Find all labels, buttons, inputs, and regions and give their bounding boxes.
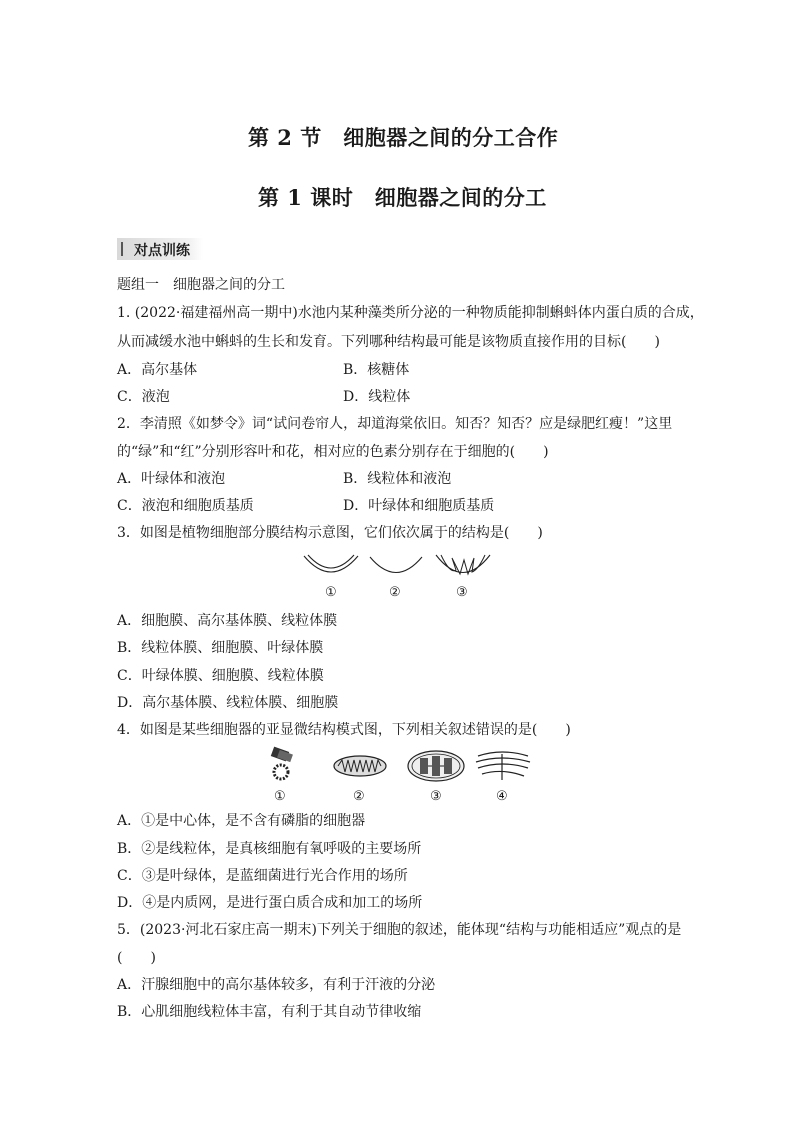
q3-option-d: D．高尔基体膜、线粒体膜、细胞膜 [117, 695, 339, 711]
q3-label-2: ② [389, 585, 401, 600]
q4-label-3: ③ [430, 789, 442, 804]
q1-line-1: 1. (2022·福建福州高一期中)水池内某种藻类所分泌的一种物质能抑制蝌蚪体内蛋白质的合成， [117, 305, 704, 321]
endoplasmic-reticulum-icon [476, 752, 530, 780]
q2-option-b: B．线粒体和液泡 [343, 471, 452, 487]
mitochondrion-icon [334, 756, 386, 776]
centrosome-icon [271, 747, 293, 779]
q4-label-2: ② [353, 789, 365, 804]
q3-line-1: 3．如图是植物细胞部分膜结构示意图，它们依次属于的结构是( ) [117, 525, 543, 541]
q5-line-1: 5．(2023·河北石家庄高一期末)下列关于细胞的叙述，能体现“结构与功能相适应”观点的是 [117, 922, 682, 938]
q1-line-2: 从而减缓水池中蝌蚪的生长和发育。下列哪种结构最可能是该物质直接作用的目标( ) [117, 334, 660, 350]
group-heading: 题组一 细胞器之间的分工 [117, 277, 285, 293]
q4-option-c: C．③是叶绿体，是蓝细菌进行光合作用的场所 [117, 868, 408, 884]
q4-label-4: ④ [496, 789, 508, 804]
q5-line-2: ( ) [117, 950, 156, 966]
q4-option-a: A．①是中心体，是不含有磷脂的细胞器 [117, 813, 366, 829]
section-title: 第 2 节 细胞器之间的分工合作 [248, 125, 559, 150]
q2-option-c: C．液泡和细胞质基质 [117, 498, 254, 514]
q4-label-1: ① [274, 789, 286, 804]
practice-badge [117, 238, 203, 260]
q3-label-1: ① [325, 585, 337, 600]
badge-bar [121, 242, 123, 256]
q4-option-d: D．④是内质网，是进行蛋白质合成和加工的场所 [117, 895, 423, 911]
q2-line-1: 2．李清照《如梦令》词“试问卷帘人，却道海棠依旧。知否？知否？应是绿肥红瘦！”这里 [117, 416, 673, 432]
q4-line-1: 4．如图是某些细胞器的亚显微结构模式图，下列相关叙述错误的是( ) [117, 722, 571, 738]
q5-option-b: B．心肌细胞线粒体丰富，有利于其自动节律收缩 [117, 1004, 422, 1020]
q2-option-d: D．叶绿体和细胞质基质 [343, 498, 495, 514]
q1-option-d: D．线粒体 [343, 389, 411, 405]
lesson-title: 第 1 课时 细胞器之间的分工 [258, 185, 547, 210]
q2-line-2: 的“绿”和“红”分别形容叶和花，相对应的色素分别存在于细胞的( ) [117, 444, 549, 460]
q1-option-c: C．液泡 [117, 389, 170, 405]
q1-option-a: A．高尔基体 [117, 362, 198, 378]
q3-option-b: B．线粒体膜、细胞膜、叶绿体膜 [117, 640, 324, 656]
q5-option-a: A．汗腺细胞中的高尔基体较多，有利于汗液的分泌 [117, 977, 436, 993]
q3-figure [300, 552, 500, 584]
q2-option-a: A．叶绿体和液泡 [117, 471, 226, 487]
chloroplast-icon [408, 751, 464, 781]
q1-option-b: B．核糖体 [343, 362, 410, 378]
badge-label: 对点训练 [134, 243, 190, 259]
q3-label-3: ③ [456, 585, 468, 600]
organelle-diagram [266, 746, 536, 786]
q3-option-a: A．细胞膜、高尔基体膜、线粒体膜 [117, 613, 338, 629]
membrane-diagram [300, 552, 500, 584]
q4-figure [266, 746, 536, 786]
q4-option-b: B．②是线粒体，是真核细胞有氧呼吸的主要场所 [117, 841, 422, 857]
q3-option-c: C．叶绿体膜、细胞膜、线粒体膜 [117, 668, 324, 684]
